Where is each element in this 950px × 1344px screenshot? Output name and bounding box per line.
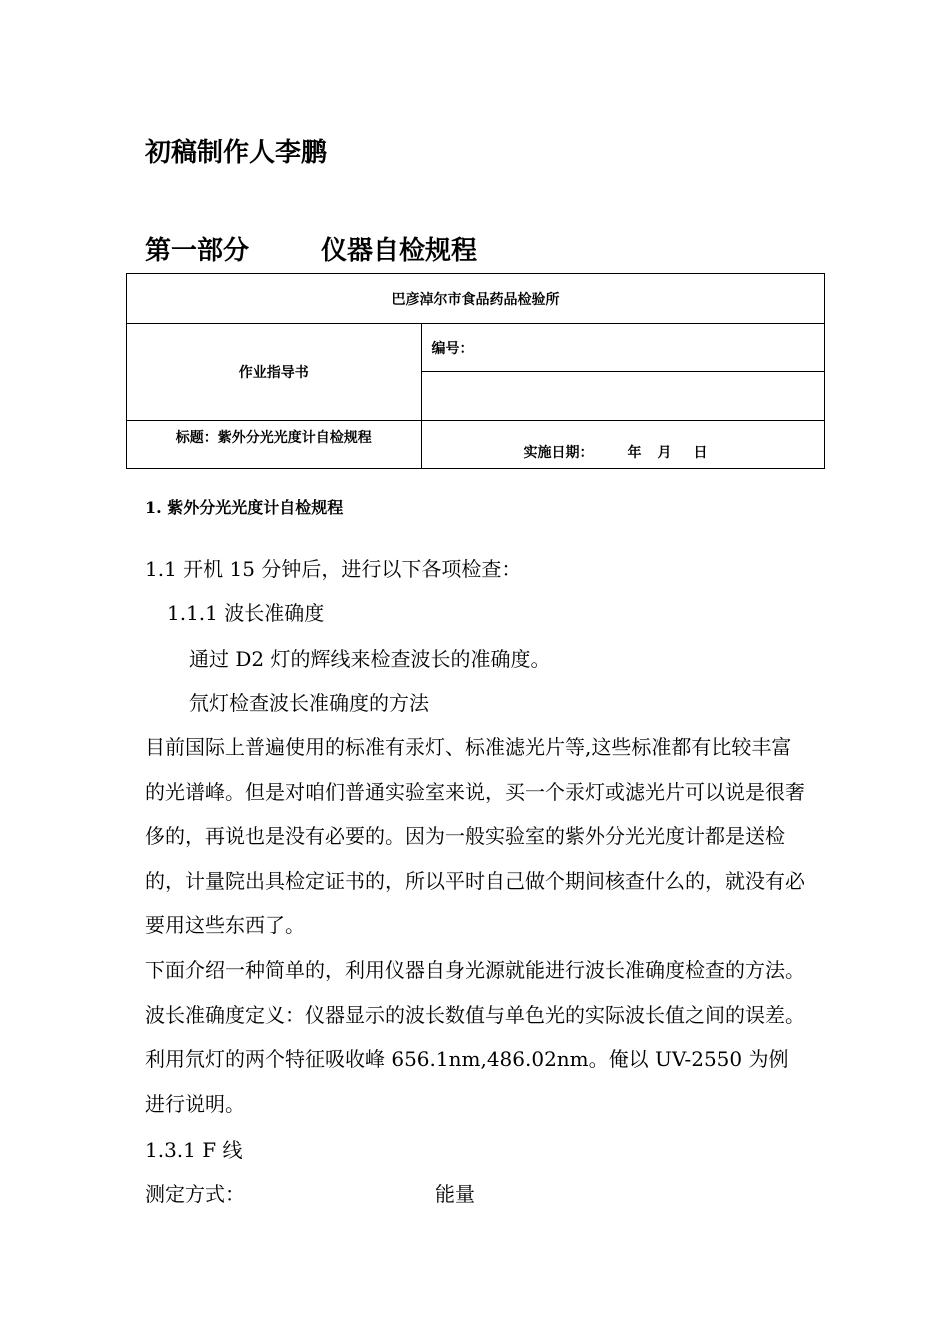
org-name-cell <box>127 274 825 324</box>
part-title: 仪器自检规程 <box>321 236 478 266</box>
number-label: 编号： <box>431 340 474 357</box>
section-title: 1. 紫外分光光度计自检规程 <box>145 498 344 517</box>
title-cell <box>127 421 422 469</box>
measure-value: 能量 <box>435 1182 475 1206</box>
part-label: 第一部分 <box>145 236 250 266</box>
date-cell <box>421 421 825 469</box>
work-instruction-form <box>126 273 825 469</box>
title-label: 标题：紫外分光光度计自检规程 <box>175 430 372 446</box>
item-1-1: 1.1 开机 15 分钟后，进行以下各项检查： <box>145 557 522 581</box>
doc-type: 作业指导书 <box>238 365 309 381</box>
author-line: 初稿制作人李鹏 <box>145 138 328 168</box>
item-1-3-1: 1.3.1 F 线 <box>145 1138 243 1162</box>
date-year: 年 <box>627 445 642 461</box>
paragraph-1: 目前国际上普遍使用的标准有汞灯、标准滤光片等,这些标准都有比较丰富的光谱峰。但是对咱们普通实验室来说，买一个汞灯或滤光片可以说是很奢侈的，再说也是没有必要的。因为一般实验室的紫外分光光度计都是送检的，计量院出具检定证书的，所以平时自己做个期间核查什么的，就没有必要用这些东西了。 <box>145 735 805 937</box>
doc-type-cell <box>127 324 422 421</box>
measure-label: 测定方式： <box>145 1182 245 1206</box>
item-1-1-1: 1.1.1 波长准确度 <box>167 601 325 625</box>
part-heading <box>145 234 477 268</box>
blank-cell <box>421 372 825 421</box>
number-cell <box>421 324 825 372</box>
date-label: 实施日期： <box>523 445 594 461</box>
line-d2: 通过 D2 灯的辉线来检查波长的准确度。 <box>189 647 551 671</box>
date-month: 月 <box>657 445 672 461</box>
line-method: 氘灯检查波长准确度的方法 <box>189 691 429 715</box>
org-name: 巴彦淖尔市食品药品检验所 <box>391 291 560 308</box>
measure-row <box>145 1172 475 1216</box>
date-day: 日 <box>693 445 708 461</box>
paragraph-2: 下面介绍一种简单的，利用仪器自身光源就能进行波长准确度检查的方法。波长准确度定义：仪器显示的波长数值与单色光的实际波长值之间的误差。利用氘灯的两个特征吸收峰 656.1nm,486.02nm。俺以 UV-2550 为例进行说明。 <box>145 958 805 1116</box>
